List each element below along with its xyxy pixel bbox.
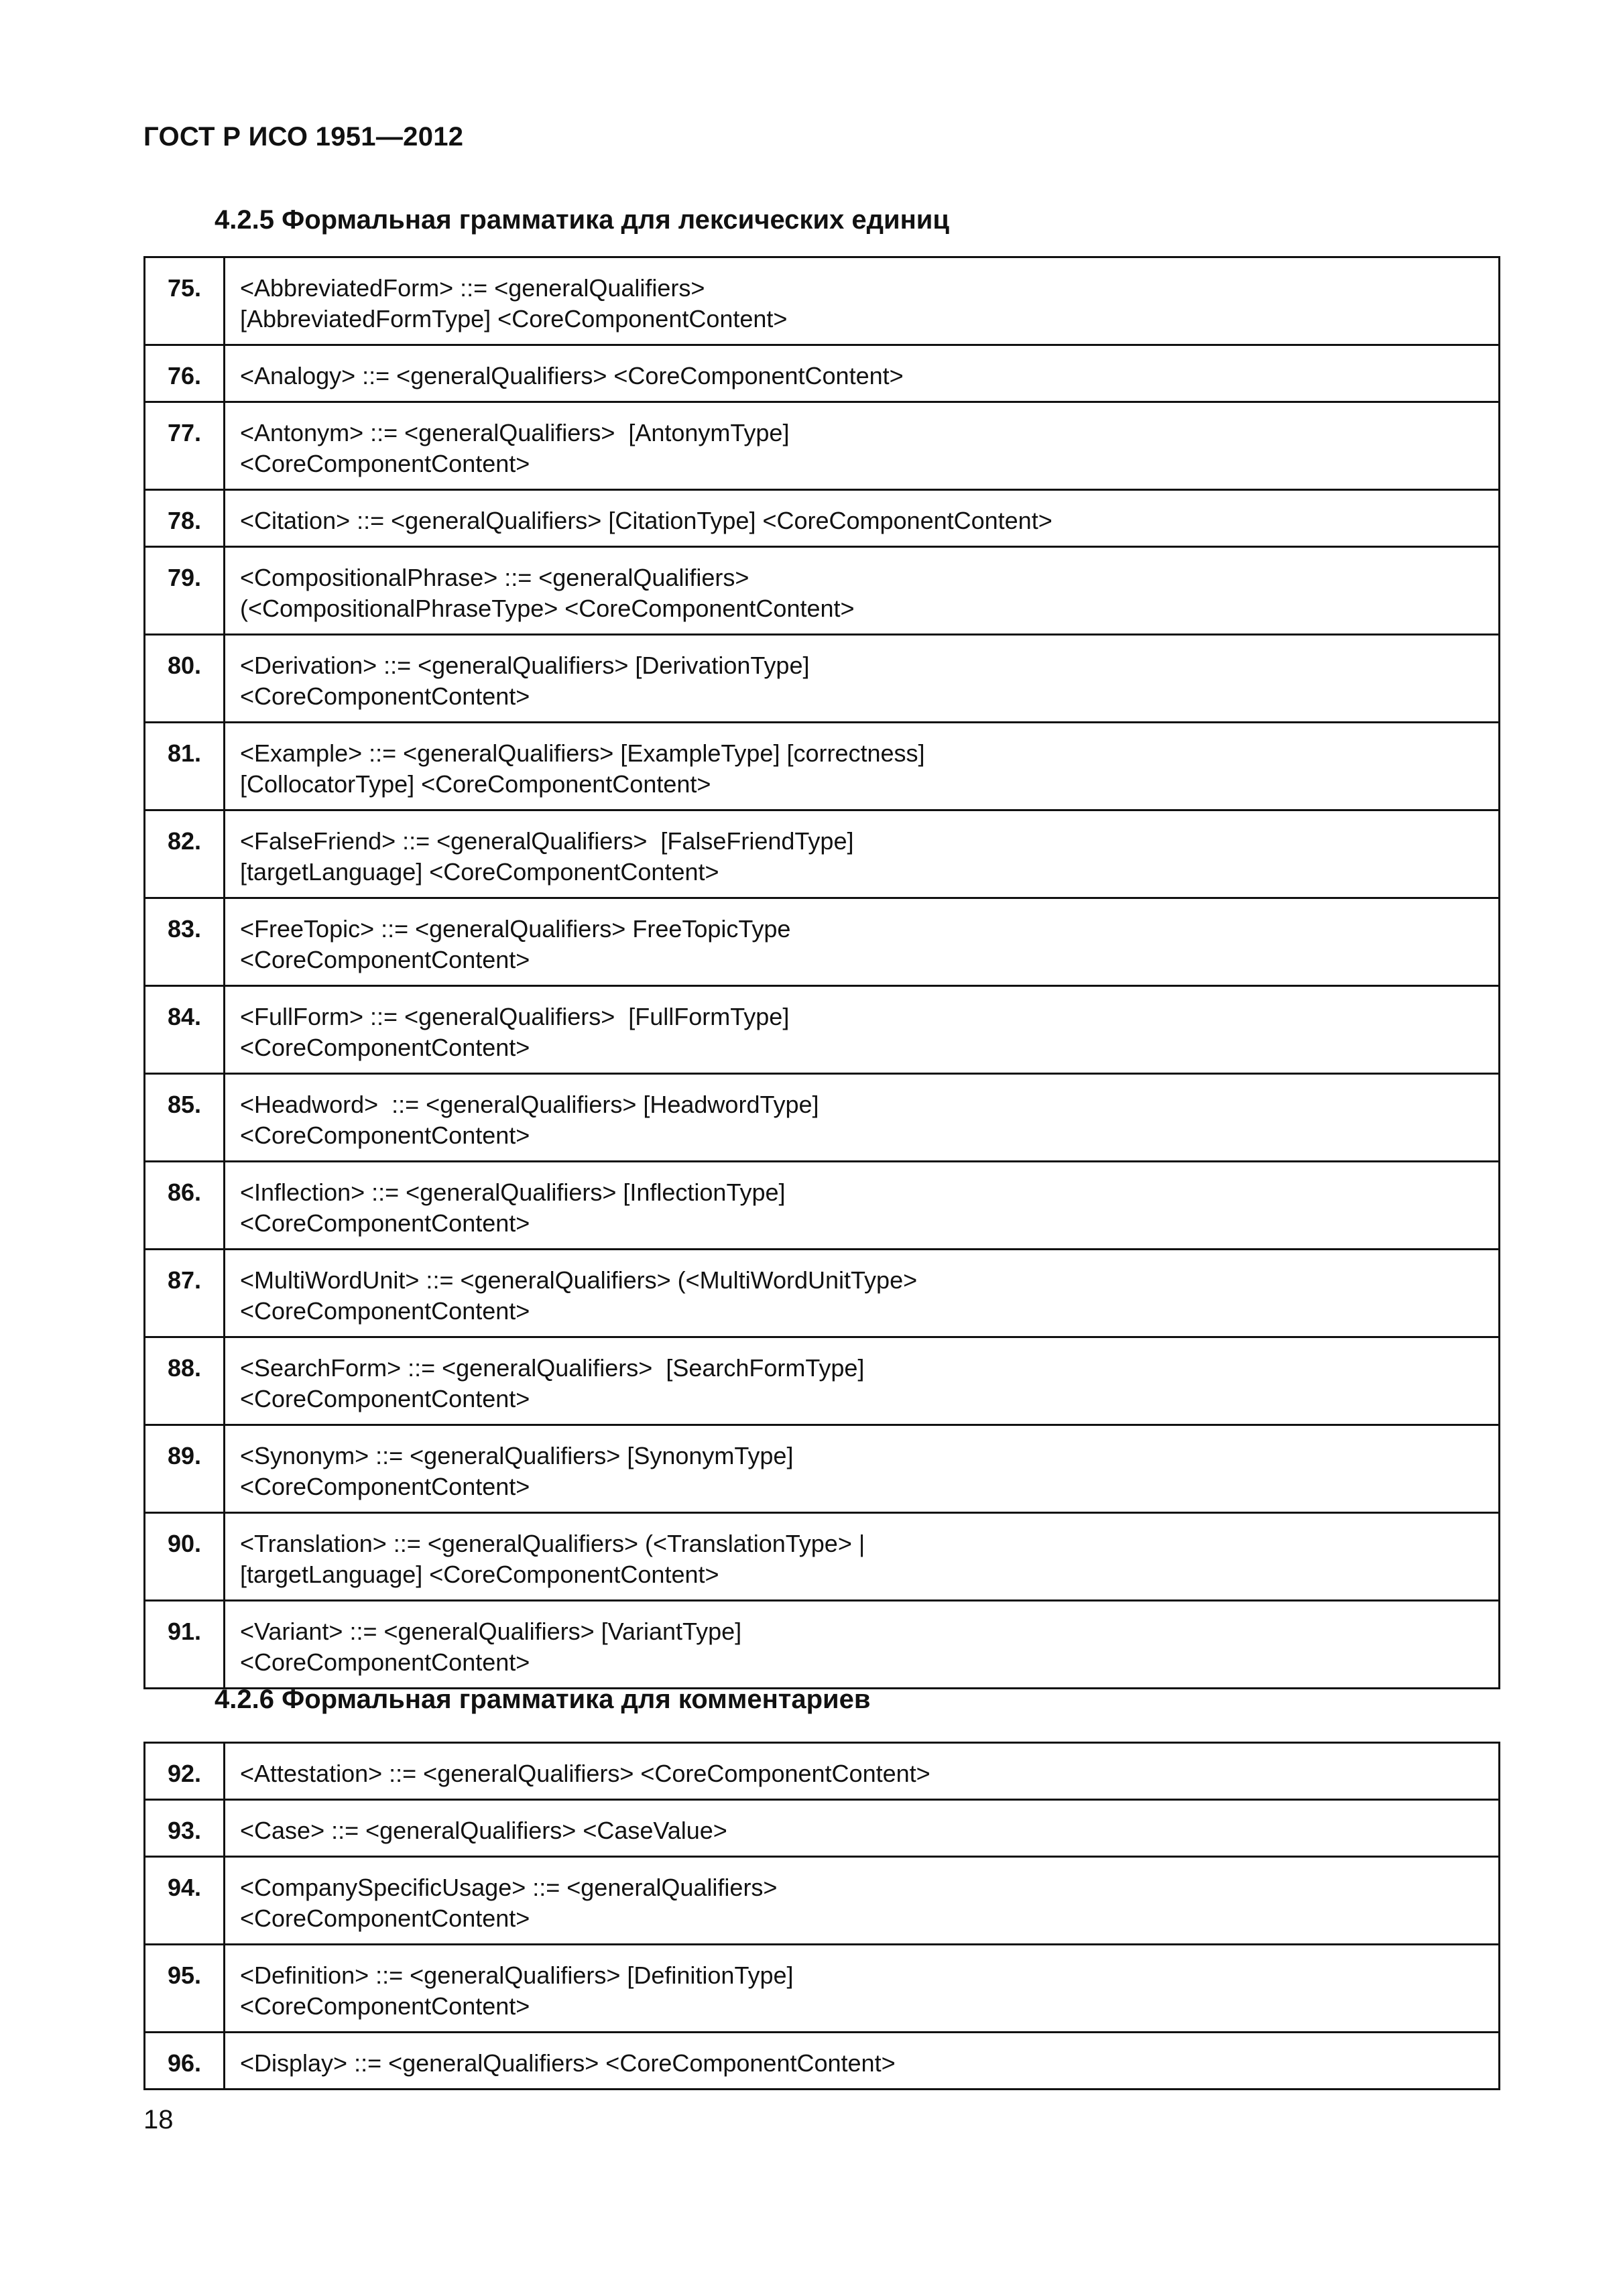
row-number: 96. [145,2033,225,2090]
grammar-rule: <CompanySpecificUsage> ::= <generalQualifiers> <CoreComponentContent> [225,1857,1500,1945]
row-number: 91. [145,1601,225,1689]
page-number: 18 [143,2105,174,2134]
grammar-rule: <Case> ::= <generalQualifiers> <CaseValue> [225,1800,1500,1857]
table-row [145,1425,1500,1513]
row-number: 81. [145,723,225,810]
row-number: 82. [145,810,225,898]
table-row [145,1250,1500,1337]
grammar-table-lexical-units [143,256,1500,1689]
table-row [145,1743,1500,1800]
row-number: 80. [145,635,225,723]
table-row [145,402,1500,490]
grammar-rule: <Example> ::= <generalQualifiers> [ExampleType] [correctness] [CollocatorType] <CoreComponentContent> [225,723,1500,810]
table-row [145,1513,1500,1601]
row-number: 83. [145,898,225,986]
row-number: 87. [145,1250,225,1337]
grammar-rule: <Translation> ::= <generalQualifiers> (<TranslationType> | [targetLanguage] <CoreComponentContent> [225,1513,1500,1601]
grammar-rule: <SearchForm> ::= <generalQualifiers> [SearchFormType] <CoreComponentContent> [225,1337,1500,1425]
grammar-rule: <Display> ::= <generalQualifiers> <CoreComponentContent> [225,2033,1500,2090]
grammar-rule: <Derivation> ::= <generalQualifiers> [DerivationType] <CoreComponentContent> [225,635,1500,723]
table-row [145,1074,1500,1162]
row-number: 85. [145,1074,225,1162]
grammar-rule: <Analogy> ::= <generalQualifiers> <CoreComponentContent> [225,345,1500,402]
table-row [145,345,1500,402]
table-row [145,490,1500,547]
grammar-table-comments [143,1742,1500,2090]
grammar-rule: <FreeTopic> ::= <generalQualifiers> FreeTopicType <CoreComponentContent> [225,898,1500,986]
section-title-lexical-units: 4.2.5 Формальная грамматика для лексических единиц [215,205,949,235]
grammar-rule: <Headword> ::= <generalQualifiers> [HeadwordType] <CoreComponentContent> [225,1074,1500,1162]
section-title-comments: 4.2.6 Формальная грамматика для комментариев [215,1685,871,1714]
table-row [145,986,1500,1074]
table-row [145,898,1500,986]
row-number: 79. [145,547,225,635]
grammar-rule: <Inflection> ::= <generalQualifiers> [InflectionType] <CoreComponentContent> [225,1162,1500,1250]
table-row [145,1601,1500,1689]
table-row [145,2033,1500,2090]
table-row [145,1857,1500,1945]
row-number: 89. [145,1425,225,1513]
table-row [145,1162,1500,1250]
table-row [145,257,1500,345]
table-row [145,547,1500,635]
grammar-rule: <Attestation> ::= <generalQualifiers> <CoreComponentContent> [225,1743,1500,1800]
row-number: 93. [145,1800,225,1857]
grammar-rule: <FullForm> ::= <generalQualifiers> [FullFormType] <CoreComponentContent> [225,986,1500,1074]
row-number: 78. [145,490,225,547]
table-row [145,1337,1500,1425]
grammar-rule: <FalseFriend> ::= <generalQualifiers> [FalseFriendType] [targetLanguage] <CoreComponentContent> [225,810,1500,898]
table-row [145,810,1500,898]
grammar-rule: <CompositionalPhrase> ::= <generalQualifiers> (<CompositionalPhraseType> <CoreComponentContent> [225,547,1500,635]
table-row [145,635,1500,723]
table-row [145,723,1500,810]
row-number: 75. [145,257,225,345]
table-row [145,1800,1500,1857]
grammar-rule: <Definition> ::= <generalQualifiers> [DefinitionType] <CoreComponentContent> [225,1945,1500,2033]
row-number: 90. [145,1513,225,1601]
row-number: 84. [145,986,225,1074]
row-number: 76. [145,345,225,402]
document-header: ГОСТ Р ИСО 1951—2012 [143,122,464,152]
table-row [145,1945,1500,2033]
row-number: 77. [145,402,225,490]
row-number: 88. [145,1337,225,1425]
grammar-rule: <MultiWordUnit> ::= <generalQualifiers> (<MultiWordUnitType> <CoreComponentContent> [225,1250,1500,1337]
grammar-rule: <Variant> ::= <generalQualifiers> [VariantType] <CoreComponentContent> [225,1601,1500,1689]
row-number: 92. [145,1743,225,1800]
grammar-rule: <Synonym> ::= <generalQualifiers> [SynonymType] <CoreComponentContent> [225,1425,1500,1513]
grammar-rule: <Citation> ::= <generalQualifiers> [CitationType] <CoreComponentContent> [225,490,1500,547]
row-number: 95. [145,1945,225,2033]
grammar-rule: <Antonym> ::= <generalQualifiers> [AntonymType] <CoreComponentContent> [225,402,1500,490]
row-number: 86. [145,1162,225,1250]
row-number: 94. [145,1857,225,1945]
grammar-rule: <AbbreviatedForm> ::= <generalQualifiers> [AbbreviatedFormType] <CoreComponentContent> [225,257,1500,345]
